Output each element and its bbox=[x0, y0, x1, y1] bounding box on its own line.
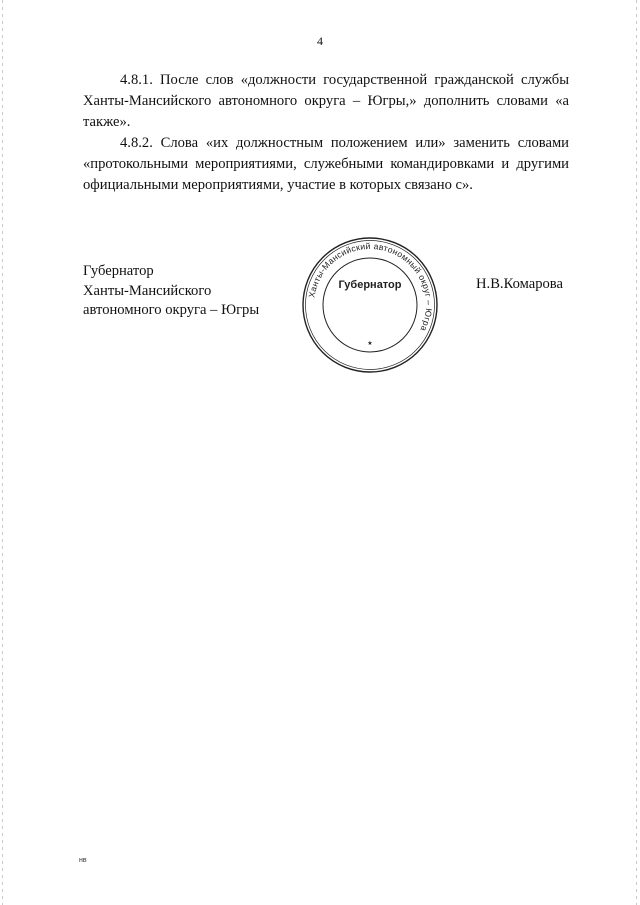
signatory-line: Губернатор bbox=[83, 263, 154, 279]
document-body bbox=[83, 70, 569, 196]
footer-initials: нв bbox=[79, 857, 87, 864]
official-seal bbox=[300, 235, 440, 375]
signatory-title bbox=[83, 262, 259, 321]
seal-inner-ring bbox=[323, 258, 417, 352]
scan-edge-left bbox=[2, 0, 3, 905]
signer-name: Н.В.Комарова bbox=[476, 276, 563, 292]
signatory-line: Ханты-Мансийского bbox=[83, 282, 212, 299]
paragraph-4-8-2: 4.8.2. Слова «их должностным положением или» заменить словами «протокольными мероприятиями, служебными командировками и другими официальными мероприятиями, участие в которых связано с». bbox=[83, 135, 569, 193]
seal-star-icon: ★ bbox=[367, 340, 373, 347]
seal-graphic bbox=[300, 235, 440, 375]
page-number: 4 bbox=[317, 34, 323, 48]
seal-ring-text: Ханты-Мансийский автономный округ – Югра bbox=[306, 240, 435, 333]
seal-center-text: Губернатор bbox=[338, 279, 402, 291]
paragraph-4-8-1: 4.8.1. После слов «должности государственной гражданской службы Ханты-Мансийского автономного округа – Югры,» дополнить словами «а также». bbox=[83, 72, 569, 130]
scan-edge-right bbox=[636, 0, 637, 905]
signatory-line: автономного округа – Югры bbox=[83, 302, 260, 318]
